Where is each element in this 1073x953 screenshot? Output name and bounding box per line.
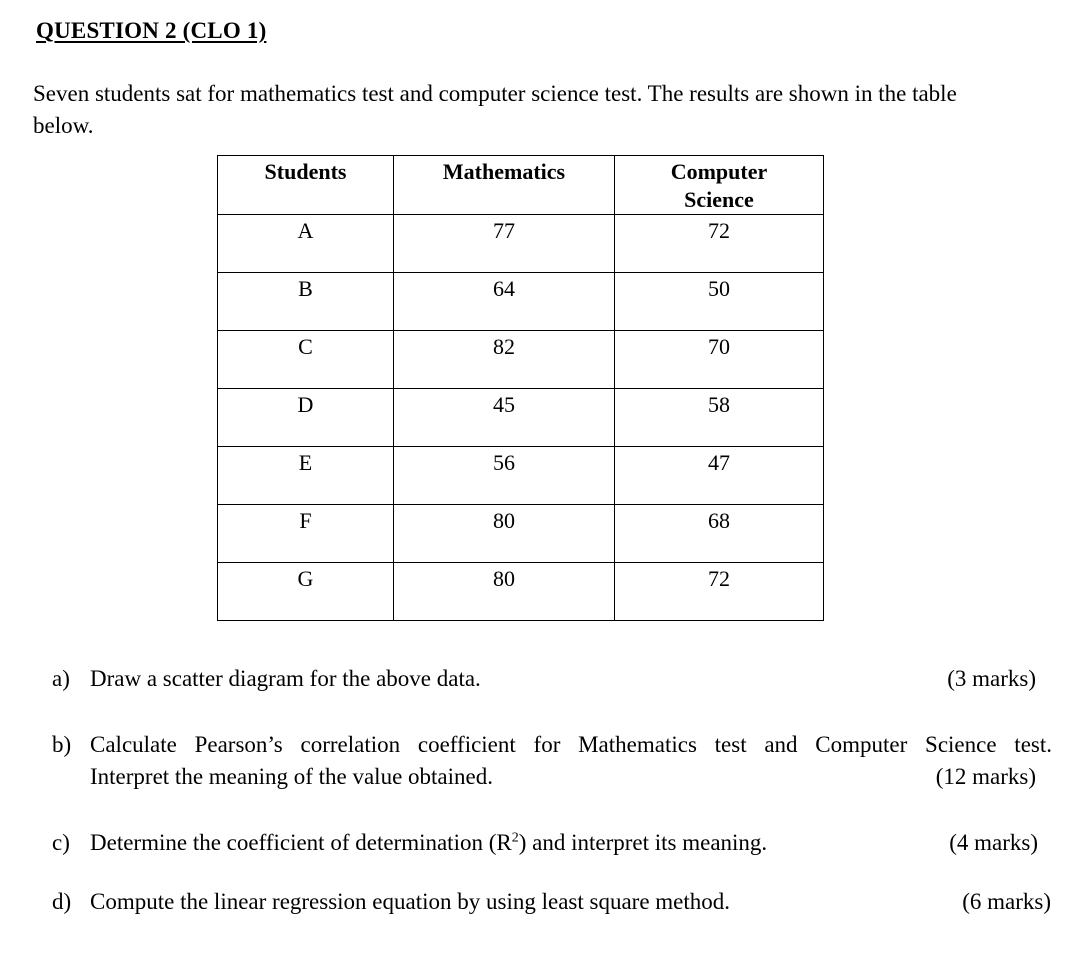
question-b-line2: Interpret the meaning of the value obtained. [90,764,493,789]
cell-cs: 68 [615,505,824,563]
question-d-letter: d) [52,889,72,914]
cell-math: 45 [394,389,615,447]
question-c-text-after: ) and interpret its meaning. [518,830,768,855]
question-b-letter: b) [52,732,72,757]
table-row [218,563,824,621]
question-c-superscript: 2 [511,830,519,846]
cell-cs: 72 [615,215,824,273]
results-table [217,155,824,621]
header-computer-science-label: Computer Science [670,159,768,212]
cell-student: G [218,563,394,621]
cell-cs: 58 [615,389,824,447]
cell-student: B [218,273,394,331]
cell-math: 56 [394,447,615,505]
cell-cs: 72 [615,563,824,621]
question-c-letter: c) [52,830,70,855]
intro-paragraph: Seven students sat for mathematics test and computer science test. The results are shown in the table below. [33,81,957,138]
question-b [52,729,1052,793]
table-row [218,273,824,331]
question-a [52,663,932,695]
question-c [52,827,932,859]
question-d-marks: (6 marks) [962,889,1051,914]
question-b-marks: (12 marks) [935,764,1036,789]
question-a-marks: (3 marks) [947,666,1036,691]
table-row [218,447,824,505]
question-c-text [90,827,767,859]
cell-math: 77 [394,215,615,273]
question-heading: QUESTION 2 (CLO 1) [36,18,267,43]
table-row [218,505,824,563]
cell-math: 80 [394,563,615,621]
cell-math: 80 [394,505,615,563]
cell-student: D [218,389,394,447]
question-d [52,886,932,918]
question-c-marks: (4 marks) [949,830,1038,855]
question-a-letter: a) [52,666,70,691]
table-header-row [218,156,824,215]
question-c-text-before: Determine the coefficient of determination (R [90,830,512,855]
question-d-text: Compute the linear regression equation by using least square method. [90,889,731,914]
question-b-line1: Calculate Pearson’s correlation coefficient for Mathematics test and Computer Science test. [90,732,1052,757]
cell-math: 82 [394,331,615,389]
table-row [218,215,824,273]
question-a-text: Draw a scatter diagram for the above data. [90,666,481,691]
cell-cs: 47 [615,447,824,505]
header-mathematics: Mathematics [394,156,615,215]
cell-cs: 50 [615,273,824,331]
cell-student: A [218,215,394,273]
cell-student: C [218,331,394,389]
header-students: Students [218,156,394,215]
table-row [218,331,824,389]
cell-cs: 70 [615,331,824,389]
header-computer-science [615,156,824,215]
cell-student: F [218,505,394,563]
cell-student: E [218,447,394,505]
table-row [218,389,824,447]
cell-math: 64 [394,273,615,331]
